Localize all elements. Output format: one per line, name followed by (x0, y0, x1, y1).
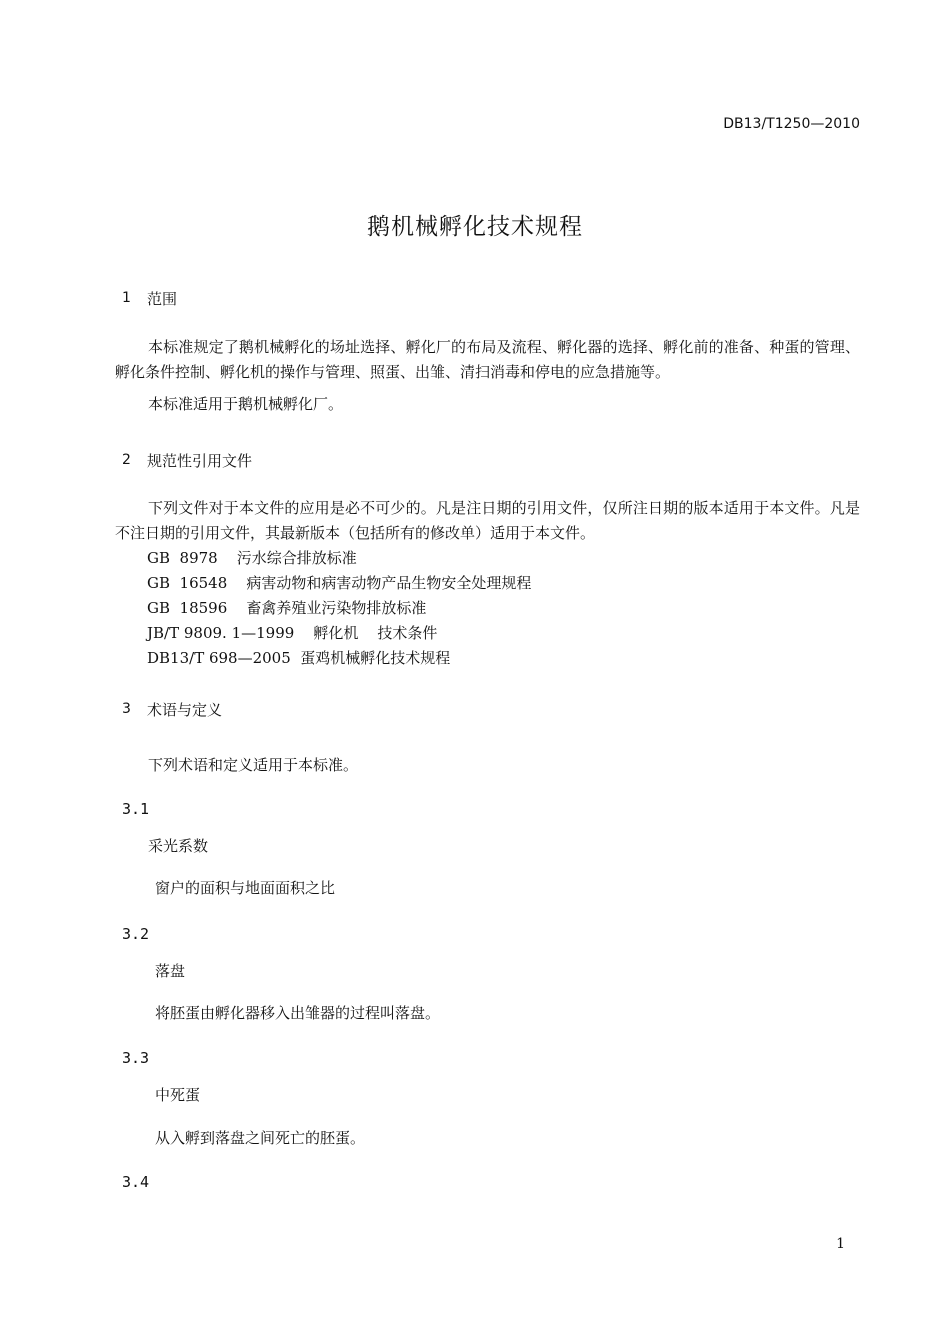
page-number: 1 (836, 1236, 845, 1252)
term-definition: 从入孵到落盘之间死亡的胚蛋。 (155, 1129, 366, 1147)
section-3-title: 术语与定义 (147, 701, 223, 719)
reference-item: DB13/T 698—2005 蛋鸡机械孵化技术规程 (147, 649, 451, 667)
section-2-title: 规范性引用文件 (147, 452, 253, 470)
term-heading: 中死蛋 (155, 1086, 201, 1104)
section-1-title: 范围 (147, 290, 178, 308)
term-definition: 窗户的面积与地面面积之比 (155, 879, 336, 897)
term-heading: 采光系数 (148, 837, 209, 855)
document-code: DB13/T1250—2010 (723, 116, 860, 132)
section-3-intro: 下列术语和定义适用于本标准。 (148, 756, 359, 774)
term-number: 3.2 (122, 925, 150, 943)
reference-item: GB 18596 畜禽养殖业污染物排放标准 (147, 599, 427, 617)
section-1-paragraph: 本标准规定了鹅机械孵化的场址选择、孵化厂的布局及流程、孵化器的选择、孵化前的准备、种蛋的管理、孵化条件控制、孵化机的操作与管理、照蛋、出雏、清扫消毒和停电的应急措施等。 (115, 338, 860, 381)
reference-item: JB/T 9809. 1—1999 孵化机 技术条件 (147, 624, 438, 642)
reference-item: GB 16548 病害动物和病害动物产品生物安全处理规程 (147, 574, 532, 592)
section-2-number: 2 (122, 452, 131, 468)
section-1-number: 1 (122, 290, 131, 306)
section-2-intro: 下列文件对于本文件的应用是必不可少的。凡是注日期的引用文件，仅所注日期的版本适用于本文件。凡是不注日期的引用文件，其最新版本（包括所有的修改单）适用于本文件。 (115, 499, 860, 542)
term-number: 3.1 (122, 800, 150, 818)
term-number: 3.4 (122, 1173, 150, 1191)
reference-item: GB 8978 污水综合排放标准 (147, 549, 357, 567)
section-1-scope-line: 本标准适用于鹅机械孵化厂。 (148, 395, 344, 413)
term-definition: 将胚蛋由孵化器移入出雏器的过程叫落盘。 (155, 1004, 441, 1022)
term-number: 3.3 (122, 1049, 150, 1067)
section-3-number: 3 (122, 701, 131, 717)
term-heading: 落盘 (155, 962, 186, 980)
page-title: 鹅机械孵化技术规程 (367, 214, 583, 240)
